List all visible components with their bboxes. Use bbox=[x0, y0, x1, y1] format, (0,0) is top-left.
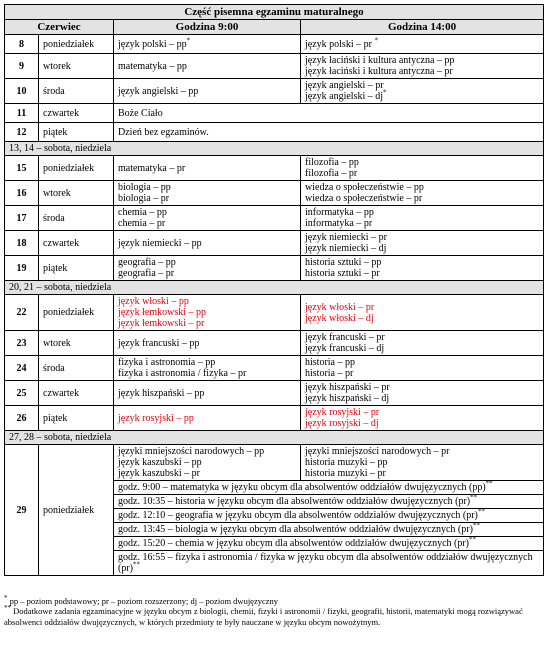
exam-entry: język hiszpański – pp bbox=[118, 387, 205, 399]
exam-entry: godz. 12:10 – geografia w języku obcym dla absolwentów oddziałów dwujęzycznych (pr) bbox=[118, 510, 478, 521]
morning-exams bbox=[114, 256, 301, 281]
exam-entry: historia – pr bbox=[305, 368, 354, 379]
exam-entry: godz. 15:20 – chemia w języku obcym dla absolwentów oddziałów dwujęzycznych (pr) bbox=[118, 538, 470, 549]
weekday: czwartek bbox=[39, 104, 114, 123]
weekend-label: 13, 14 – sobota, niedziela bbox=[5, 142, 544, 156]
day-number: 9 bbox=[5, 54, 39, 79]
footnote-mark: ** bbox=[469, 536, 477, 544]
exam-entry: fizyka i astronomia – pp bbox=[118, 357, 216, 368]
exam-entry: język francuski – dj bbox=[305, 343, 385, 354]
footnotes bbox=[4, 596, 543, 627]
exam-entry: języki mniejszości narodowych – pp bbox=[118, 446, 265, 457]
exam-entry: język kaszubski – pr bbox=[118, 468, 200, 479]
footnote-mark: * bbox=[4, 594, 8, 603]
exam-entry-line bbox=[305, 36, 543, 50]
bilingual-exam bbox=[114, 523, 544, 537]
exam-entry: język angielski – dj bbox=[305, 91, 384, 102]
weekend-label: 20, 21 – sobota, niedziela bbox=[5, 281, 544, 295]
exam-entry: język hiszpański – dj bbox=[305, 393, 390, 404]
exam-entry: godz. 16:55 – fizyka i astronomia / fizyka w języku obcym dla absolwentów oddziałów dwujęzycznych (pr) bbox=[118, 552, 533, 574]
footnote-mark: * bbox=[374, 36, 378, 45]
footnote-text: Dodatkowe zadania egzaminacyjne w języku obcym z biologii, chemii, fizyki i astronomii / fizyki, geografii, historii, matematyki mogą rozwiązywać absolwenci oddziałów dwujęzycznych, w których przedmioty te były nauczane w języku obcym nowożytnym. bbox=[4, 606, 523, 627]
afternoon-exams bbox=[301, 406, 544, 431]
exam-entry: język łemkowski – pr bbox=[118, 318, 205, 329]
morning-exams bbox=[114, 206, 301, 231]
bilingual-exam bbox=[114, 551, 544, 576]
weekday: piątek bbox=[39, 123, 114, 142]
footnote-mark: ** bbox=[4, 604, 11, 613]
exam-entry: geografia – pp bbox=[118, 257, 176, 268]
exam-entry: język łaciński i kultura antyczna – pp bbox=[305, 55, 455, 66]
day-number: 15 bbox=[5, 156, 39, 181]
exam-entry: język polski – pr bbox=[305, 38, 375, 50]
footnote-bilingual bbox=[4, 606, 543, 627]
morning-header: Godzina 9:00 bbox=[114, 20, 301, 35]
weekday: czwartek bbox=[39, 381, 114, 406]
morning-exams bbox=[114, 406, 301, 431]
footnote-mark: ** bbox=[470, 494, 478, 502]
weekday: wtorek bbox=[39, 331, 114, 356]
exam-entry: filozofia – pp bbox=[305, 157, 359, 168]
day-number: 10 bbox=[5, 79, 39, 104]
exam-entry: język polski – pp bbox=[118, 38, 187, 50]
exam-entry: język hiszpański – pr bbox=[305, 382, 390, 393]
exam-entry: matematyka – pp bbox=[118, 60, 187, 72]
day-number: 12 bbox=[5, 123, 39, 142]
table-row bbox=[5, 295, 544, 331]
exam-entry-line bbox=[118, 36, 300, 50]
exam-entry: język angielski – pr bbox=[305, 80, 384, 91]
weekday: piątek bbox=[39, 256, 114, 281]
table-row bbox=[5, 35, 544, 54]
afternoon-exams bbox=[301, 181, 544, 206]
weekday: środa bbox=[39, 356, 114, 381]
table-row bbox=[5, 356, 544, 381]
table-row bbox=[5, 445, 544, 481]
weekday: poniedziałek bbox=[39, 35, 114, 54]
footnote-mark: ** bbox=[133, 560, 140, 569]
morning-exams bbox=[114, 79, 301, 104]
weekend-row bbox=[5, 281, 544, 295]
day-number: 22 bbox=[5, 295, 39, 331]
exam-entry: wiedza o społeczeństwie – pp bbox=[305, 182, 424, 193]
exam-entry: godz. 9:00 – matematyka w języku obcym dla absolwentów oddziałów dwujęzycznych (pp) bbox=[118, 482, 486, 493]
table-row bbox=[5, 256, 544, 281]
morning-exams bbox=[114, 295, 301, 331]
exam-entry: język włoski – pp bbox=[118, 296, 189, 307]
afternoon-exams bbox=[301, 206, 544, 231]
exam-entry: język niemiecki – pr bbox=[305, 232, 387, 243]
bilingual-exam bbox=[114, 537, 544, 551]
table-row bbox=[5, 206, 544, 231]
footnote-text: pp – poziom podstawowy; pr – poziom rozszerzony; dj – poziom dwujęzyczny bbox=[7, 596, 279, 606]
day-number: 23 bbox=[5, 331, 39, 356]
weekday: poniedziałek bbox=[39, 295, 114, 331]
afternoon-exams bbox=[301, 35, 544, 54]
afternoon-header: Godzina 14:00 bbox=[301, 20, 544, 35]
morning-exams bbox=[114, 231, 301, 256]
exam-entry: język niemiecki – pp bbox=[118, 237, 202, 249]
weekday: poniedziałek bbox=[39, 445, 114, 576]
weekday: piątek bbox=[39, 406, 114, 431]
day-number: 29 bbox=[5, 445, 39, 576]
table-row bbox=[5, 331, 544, 356]
exam-entry: język niemiecki – dj bbox=[305, 243, 387, 254]
morning-exams bbox=[114, 356, 301, 381]
table-row bbox=[5, 231, 544, 256]
footnote-mark: * bbox=[383, 88, 387, 97]
exam-schedule-table bbox=[4, 4, 544, 576]
exam-entry: język włoski – dj bbox=[305, 312, 374, 324]
exam-entry: język rosyjski – pr bbox=[305, 407, 380, 418]
bilingual-exam bbox=[114, 481, 544, 495]
day-number: 11 bbox=[5, 104, 39, 123]
footnote-mark: ** bbox=[472, 522, 480, 530]
afternoon-exams bbox=[301, 331, 544, 356]
exam-entry: historia – pp bbox=[305, 357, 355, 368]
weekday: poniedziałek bbox=[39, 156, 114, 181]
exam-entry: matematyka – pr bbox=[118, 162, 186, 174]
table-row bbox=[5, 156, 544, 181]
afternoon-exams bbox=[301, 381, 544, 406]
afternoon-exams bbox=[301, 79, 544, 104]
weekend-row bbox=[5, 142, 544, 156]
month-header: Czerwiec bbox=[5, 20, 114, 35]
exam-entry: język łaciński i kultura antyczna – pr bbox=[305, 66, 453, 77]
afternoon-exams bbox=[301, 445, 544, 481]
day-number: 18 bbox=[5, 231, 39, 256]
table-row bbox=[5, 79, 544, 104]
table-row bbox=[5, 104, 544, 123]
morning-exams bbox=[114, 35, 301, 54]
weekday: wtorek bbox=[39, 54, 114, 79]
morning-exams bbox=[114, 445, 301, 481]
afternoon-exams bbox=[301, 156, 544, 181]
morning-exams bbox=[114, 331, 301, 356]
weekday: wtorek bbox=[39, 181, 114, 206]
footnote-mark: ** bbox=[485, 480, 493, 488]
table-row bbox=[5, 406, 544, 431]
afternoon-exams bbox=[301, 356, 544, 381]
exam-entry: historia muzyki – pr bbox=[305, 468, 386, 479]
exam-entry: języki mniejszości narodowych – pr bbox=[305, 446, 450, 457]
table-row bbox=[5, 181, 544, 206]
exam-entry: historia muzyki – pp bbox=[305, 457, 388, 468]
exam-entry: język francuski – pp bbox=[118, 337, 200, 349]
exam-entry: wiedza o społeczeństwie – pr bbox=[305, 193, 423, 204]
weekday: środa bbox=[39, 79, 114, 104]
afternoon-exams bbox=[301, 256, 544, 281]
schedule-body bbox=[5, 35, 544, 576]
exam-entry: godz. 13:45 – biologia w języku obcym dla absolwentów oddziałów dwujęzycznych (pr) bbox=[118, 524, 473, 535]
exam-entry: biologia – pr bbox=[118, 193, 170, 204]
day-note: Dzień bez egzaminów. bbox=[114, 123, 544, 142]
footnote-mark: ** bbox=[477, 508, 485, 516]
table-row bbox=[5, 54, 544, 79]
weekday: czwartek bbox=[39, 231, 114, 256]
weekend-row bbox=[5, 431, 544, 445]
exam-entry: biologia – pp bbox=[118, 182, 171, 193]
exam-entry: język włoski – pr bbox=[305, 301, 375, 313]
afternoon-exams bbox=[301, 54, 544, 79]
day-number: 17 bbox=[5, 206, 39, 231]
exam-entry: historia sztuki – pr bbox=[305, 268, 380, 279]
exam-entry: fizyka i astronomia / fizyka – pr bbox=[118, 368, 247, 379]
morning-exams bbox=[114, 181, 301, 206]
exam-entry: chemia – pp bbox=[118, 207, 167, 218]
exam-entry: godz. 10:35 – historia w języku obcym dla absolwentów oddziałów dwujęzycznych (pr) bbox=[118, 496, 471, 507]
day-number: 16 bbox=[5, 181, 39, 206]
exam-entry: informatyka – pp bbox=[305, 207, 374, 218]
day-number: 26 bbox=[5, 406, 39, 431]
day-number: 8 bbox=[5, 35, 39, 54]
table-row bbox=[5, 123, 544, 142]
morning-exams bbox=[114, 156, 301, 181]
table-row bbox=[5, 381, 544, 406]
bilingual-exam bbox=[114, 509, 544, 523]
table-title: Część pisemna egzaminu maturalnego bbox=[5, 5, 544, 20]
exam-entry: język kaszubski – pp bbox=[118, 457, 202, 468]
exam-entry: historia sztuki – pp bbox=[305, 257, 382, 268]
afternoon-exams bbox=[301, 295, 544, 331]
exam-entry: język łemkowski – pp bbox=[118, 307, 207, 318]
exam-entry: język rosyjski – dj bbox=[305, 418, 379, 429]
footnote-mark: * bbox=[186, 36, 191, 45]
day-number: 24 bbox=[5, 356, 39, 381]
exam-entry: geografia – pr bbox=[118, 268, 175, 279]
bilingual-exam bbox=[114, 495, 544, 509]
exam-entry: język angielski – pp bbox=[118, 85, 199, 97]
exam-entry-line bbox=[305, 88, 543, 102]
afternoon-exams bbox=[301, 231, 544, 256]
exam-entry: chemia – pr bbox=[118, 218, 166, 229]
morning-exams bbox=[114, 381, 301, 406]
exam-entry: informatyka – pr bbox=[305, 218, 373, 229]
day-number: 19 bbox=[5, 256, 39, 281]
weekday: środa bbox=[39, 206, 114, 231]
morning-exams bbox=[114, 54, 301, 79]
footnote-levels bbox=[4, 596, 543, 606]
exam-entry: filozofia – pr bbox=[305, 168, 358, 179]
weekend-label: 27, 28 – sobota, niedziela bbox=[5, 431, 544, 445]
exam-entry: język francuski – pr bbox=[305, 332, 385, 343]
exam-entry: język rosyjski – pp bbox=[118, 412, 194, 424]
day-note: Boże Ciało bbox=[114, 104, 544, 123]
day-number: 25 bbox=[5, 381, 39, 406]
